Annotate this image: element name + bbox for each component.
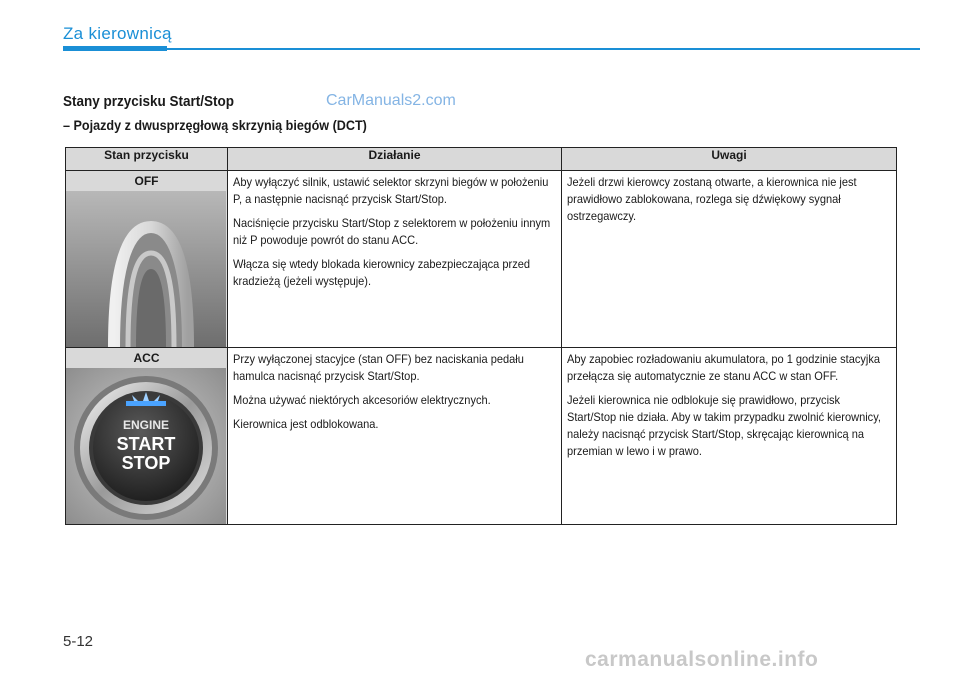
state-label-acc: ACC [133, 351, 160, 365]
section-title: Stany przycisku Start/Stop [63, 93, 235, 110]
button-text-engine: ENGINE [122, 418, 170, 432]
state-cell-acc [66, 348, 228, 525]
column-header-notes: Uwagi [562, 148, 897, 171]
engine-start-stop-button-image [66, 368, 226, 524]
notes-acc-text-1: Aby zapobiec rozładowaniu akumulatora, po 1 godzinie stacyjka przełącza się automatycznie ze stanu ACC w stan OFF. [567, 352, 880, 383]
column-header-action: Działanie [228, 148, 562, 171]
column-header-state: Stan przycisku [66, 148, 228, 171]
button-text-stop: STOP [121, 453, 171, 473]
button-text-start: START [116, 434, 176, 454]
action-cell-off [228, 171, 562, 348]
action-acc-text-3: Kierownica jest odblokowana. [233, 417, 379, 431]
action-off-text-1: Aby wyłączyć silnik, ustawić selektor skrzyni biegów w położeniu P, a następnie nacisnąć przycisk Start/Stop. [233, 175, 549, 206]
table-header-row [66, 148, 897, 171]
state-cell-off [66, 171, 228, 348]
notes-off-text-1: Jeżeli drzwi kierowcy zostaną otwarte, a kierownica nie jest prawidłowo zablokowana, rozlega się dźwiękowy sygnał ostrzegawczy. [567, 175, 857, 223]
watermark-logo-bottom: carmanualsonline.info [585, 648, 819, 671]
table-row-acc [66, 348, 897, 525]
page-number: 5-12 [63, 633, 94, 650]
notes-acc-text-2: Jeżeli kierownica nie odblokuje się prawidłowo, przycisk Start/Stop nie działa. Aby w takim przypadku zwolnić kierownicy, należy nacisnąć przycisk Start/Stop, skręcając kierownicą na przemian w lewo i w prawo. [567, 393, 881, 458]
action-acc-text-2: Można używać niektórych akcesoriów elektrycznych. [233, 393, 491, 407]
action-off-text-2: Naciśnięcie przycisku Start/Stop z selektorem w położeniu innym niż P powoduje powrót do stanu ACC. [233, 216, 551, 247]
notes-cell-off [562, 171, 897, 348]
header-rule [63, 48, 920, 50]
section-subtitle: – Pojazdy z dwusprzęgłową skrzynią biegów (DCT) [63, 117, 367, 133]
action-off-text-3: Włącza się wtedy blokada kierownicy zabezpieczająca przed kradzieżą (jeżeli występuje). [233, 257, 531, 288]
state-label-off: OFF [134, 174, 159, 188]
chapter-title: Za kierownicą [63, 24, 172, 43]
header-accent-bar [63, 46, 167, 51]
notes-cell-acc [562, 348, 897, 525]
off-state-ring-image [66, 191, 226, 347]
watermark-logo-top: CarManuals2.com [326, 92, 456, 109]
table-row-off [66, 171, 897, 348]
action-cell-acc [228, 348, 562, 525]
button-states-table [65, 147, 897, 525]
action-acc-text-1: Przy wyłączonej stacyjce (stan OFF) bez naciskania pedału hamulca nacisnąć przycisk Start/Stop. [233, 352, 524, 383]
